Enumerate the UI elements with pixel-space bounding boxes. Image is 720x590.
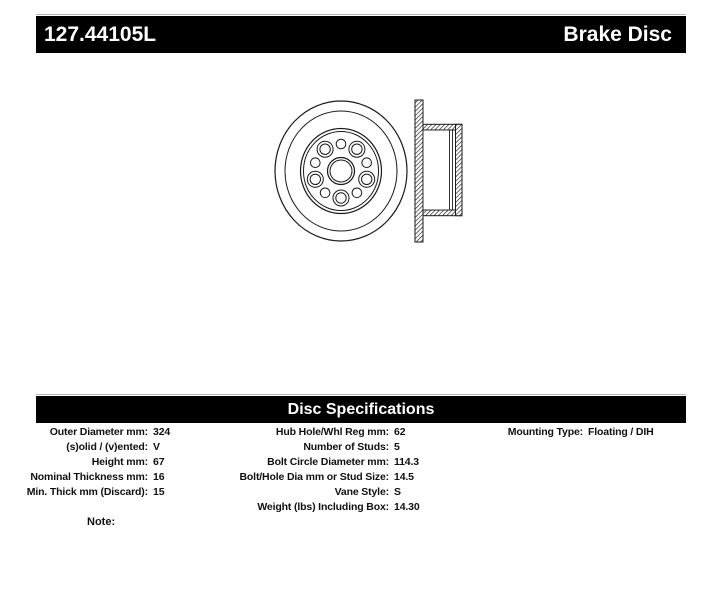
product-title: Brake Disc — [563, 22, 672, 46]
spec-label-number-of-studs: Number of Studs: — [303, 441, 389, 453]
brake-disc-cross-section — [415, 100, 462, 242]
spec-section-title: Disc Specifications — [287, 400, 435, 418]
spec-value-bolt-hole-dia: 14.5 — [394, 471, 414, 483]
spec-label-bolt-circle-diameter: Bolt Circle Diameter mm: — [267, 456, 389, 468]
spec-value-solid-vented: V — [153, 441, 160, 453]
spec-value-min-thick: 15 — [153, 486, 165, 498]
spec-divider-line — [36, 394, 686, 395]
spec-value-hub-hole: 62 — [394, 426, 406, 438]
spec-section-header — [36, 396, 686, 423]
spec-label-outer-diameter: Outer Diameter mm: — [49, 426, 148, 438]
spec-label-weight: Weight (lbs) Including Box: — [257, 501, 389, 513]
note-label: Note: — [87, 516, 116, 528]
spec-label-bolt-hole-dia: Bolt/Hole Dia mm or Stud Size: — [239, 471, 389, 483]
spec-value-number-of-studs: 5 — [394, 441, 400, 453]
spec-value-outer-diameter: 324 — [153, 426, 171, 438]
spec-value-height: 67 — [153, 456, 165, 468]
spec-value-vane-style: S — [394, 486, 401, 498]
part-number: 127.44105L — [44, 22, 157, 46]
spec-value-mounting-type: Floating / DIH — [588, 426, 654, 438]
spec-value-nominal-thickness: 16 — [153, 471, 165, 483]
spec-label-mounting-type: Mounting Type: — [507, 426, 583, 438]
spec-value-bolt-circle-diameter: 114.3 — [394, 456, 419, 468]
spec-label-min-thick: Min. Thick mm (Discard): — [26, 486, 148, 498]
spec-value-weight: 14.30 — [394, 501, 420, 513]
spec-label-nominal-thickness: Nominal Thickness mm: — [30, 471, 148, 483]
brake-disc-front-view — [275, 101, 407, 241]
spec-label-vane-style: Vane Style: — [334, 486, 389, 498]
spec-label-height: Height mm: — [91, 456, 148, 468]
spec-label-solid-vented: (s)olid / (v)ented: — [66, 441, 148, 453]
spec-label-hub-hole: Hub Hole/Whl Reg mm: — [275, 426, 389, 438]
